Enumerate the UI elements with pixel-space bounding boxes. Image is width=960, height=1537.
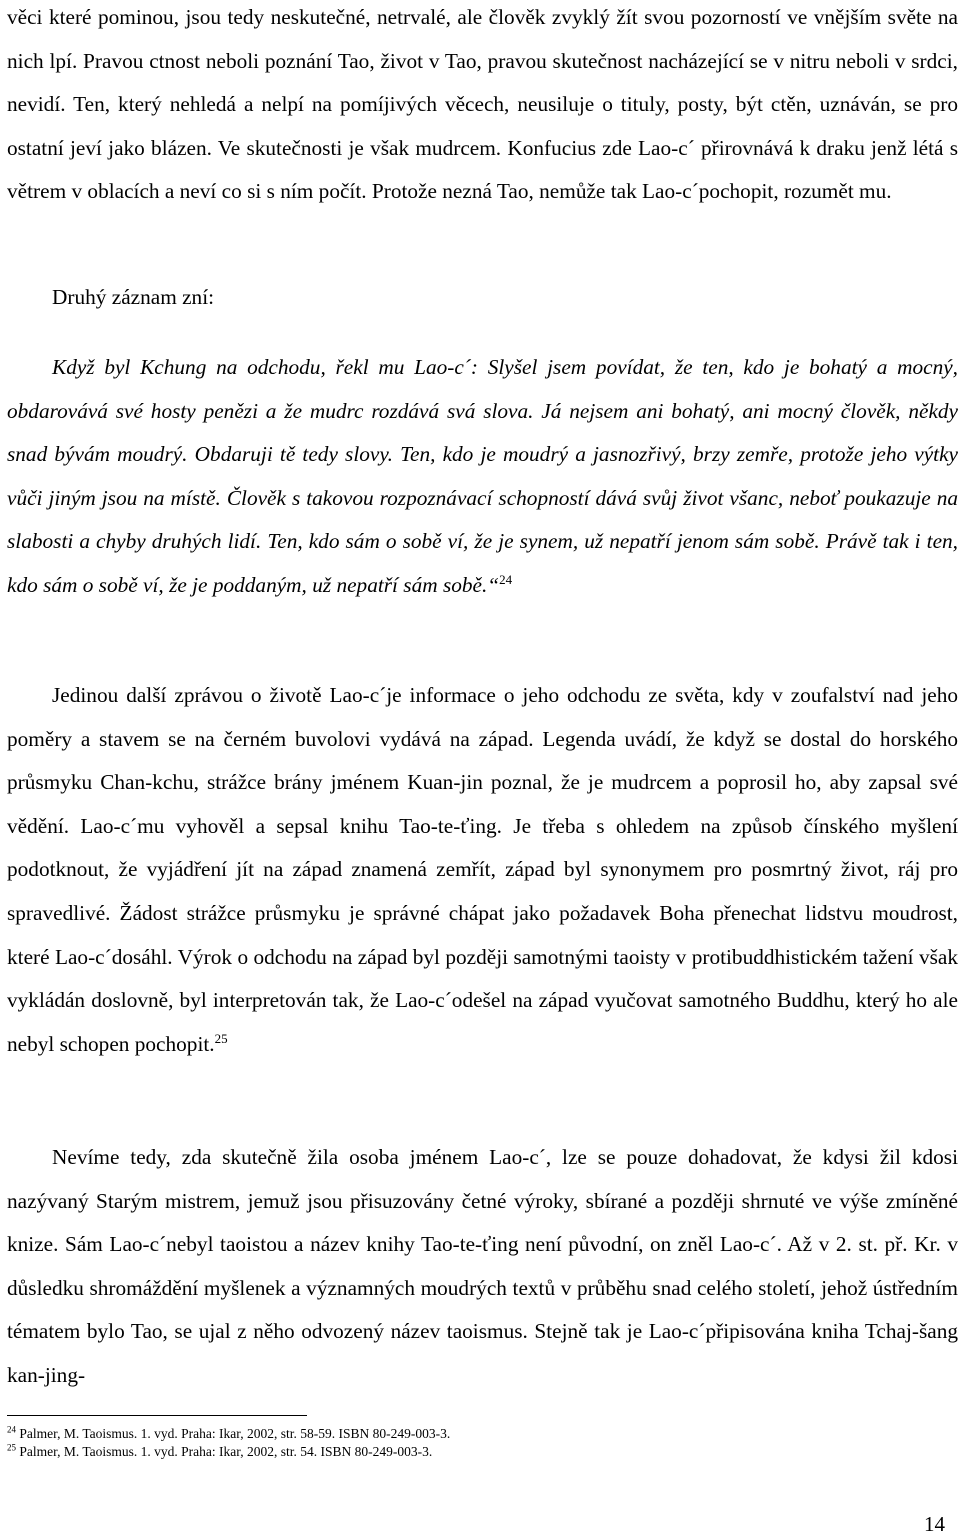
footnote-ref-24[interactable]: 24 (499, 571, 513, 587)
paragraph-1-text: věci které pominou, jsou tedy neskutečné, netrvalé, ale člověk zvyklý žít svou pozorností ve vnějším světe na nich lpí. Pravou ctnost neboli poznání Tao, život v Tao, pravou skutečnost nacházející se v nitru neboli v srdci, nevidí. Ten, který nehledá a nelpí na pomíjivých věcech, neusiluje o tituly, posty, být ctěn, uznáván, se pro ostatní jeví jako blázen. Ve skutečnosti je však mudrcem. Konfucius zde Lao-c´ přirovnává k draku jenž létá s větrem v oblacích a neví co si s ním počít. Protože nezná Tao, nemůže tak Lao-c´pochopit, rozumět mu. (7, 5, 958, 204)
footnote-24 (7, 1425, 947, 1443)
document-page (7, 0, 958, 1537)
footnotes (7, 1425, 947, 1461)
paragraph-2 (7, 276, 958, 320)
footnote-text: Palmer, M. Taoismus. 1. vyd. Praha: Ikar, 2002, str. 58-59. ISBN 80-249-003-3. (19, 1426, 451, 1441)
quote-paragraph (7, 346, 958, 608)
footnote-text: Palmer, M. Taoismus. 1. vyd. Praha: Ikar, 2002, str. 54. ISBN 80-249-003-3. (19, 1444, 433, 1459)
footnote-25 (7, 1443, 947, 1461)
paragraph-4-body: Jedinou další zprávou o životě Lao-c´je informace o jeho odchodu ze světa, kdy v zoufalství nad jeho poměry a stavem se na černém buvolovi vydává na západ. Legenda uvádí, že když se dostal do horského průsmyku Chan-kchu, strážce brány jménem Kuan-jin poznal, že je mudrcem a poprosil ho, aby zapsal své vědění. Lao-c´mu vyhověl a sepsal knihu Tao-te-ťing. Je třeba s ohledem na způsob čínského myšlení podotknout, že vyjádření jít na západ znamená zemřít, západ byl synonymem pro posmrtný život, ráj pro spravedlivé. Žádost strážce průsmyku je správné chápat jako požadavek Boha přenechat lidstvu moudrost, které Lao-c´dosáhl. Výrok o odchodu na západ byl později samotnými taoisty v protibuddhistickém tažení však vykládán doslovně, byl interpretován tak, že Lao-c´odešel na západ vyučovat samotného Buddhu, který ho ale nebyl schopen pochopit. (7, 683, 958, 1056)
paragraph-4-text (7, 674, 958, 1066)
footnote-number: 25 (7, 1442, 16, 1453)
paragraph-1 (7, 0, 958, 214)
paragraph-5-text: Nevíme tedy, zda skutečně žila osoba jménem Lao-c´, lze se pouze dohadovat, že kdysi žil kdosi nazývaný Starým mistrem, jemuž jsou přisuzovány četné výroky, sbírané a později shrnuté ve výše zmíněné knize. Sám Lao-c´nebyl taoistou a název knihy Tao-te-ťing není původní, on zněl Lao-c´. Až v 2. st. př. Kr. v důsledku shromáždění myšlenek a významných moudrých textů v průběhu snad celého století, jehož ústředním tématem bylo Tao, se ujal z něho odvozený název taoismus. Stejně tak je Lao-c´připisována kniha Tchaj-šang kan-jing- (7, 1145, 958, 1387)
paragraph-5 (7, 1136, 958, 1398)
footnote-separator (7, 1415, 307, 1416)
paragraph-4 (7, 674, 958, 1066)
paragraph-2-text: Druhý záznam zní: (52, 285, 215, 309)
page-number: 14 (924, 1512, 945, 1536)
footnote-number: 24 (7, 1424, 16, 1435)
quote-text: Když byl Kchung na odchodu, řekl mu Lao-c´: Slyšel jsem povídat, že ten, kdo je bohatý a mocný, obdarovává své hosty penězi a že mudrc rozdává svá slova. Já nejsem ani bohatý, ani mocný člověk, někdy snad bývám moudrý. Obdaruji tě tedy slovy. Ten, kdo je moudrý a jasnozřivý, brzy zemře, protože jeho výtky vůči jiným jsou na místě. Člověk s takovou rozpoznávací schopností dává svůj život všanc, neboť poukazuje na slabosti a chyby druhých lidí. Ten, kdo sám o sobě ví, že je synem, už nepatří jenom sám sobě. Právě tak i ten, kdo sám o sobě ví, že je poddaným, už nepatří sám sobě.“ (7, 355, 958, 597)
quote-paragraph-text (7, 346, 958, 608)
footnote-ref-25[interactable]: 25 (214, 1030, 228, 1046)
